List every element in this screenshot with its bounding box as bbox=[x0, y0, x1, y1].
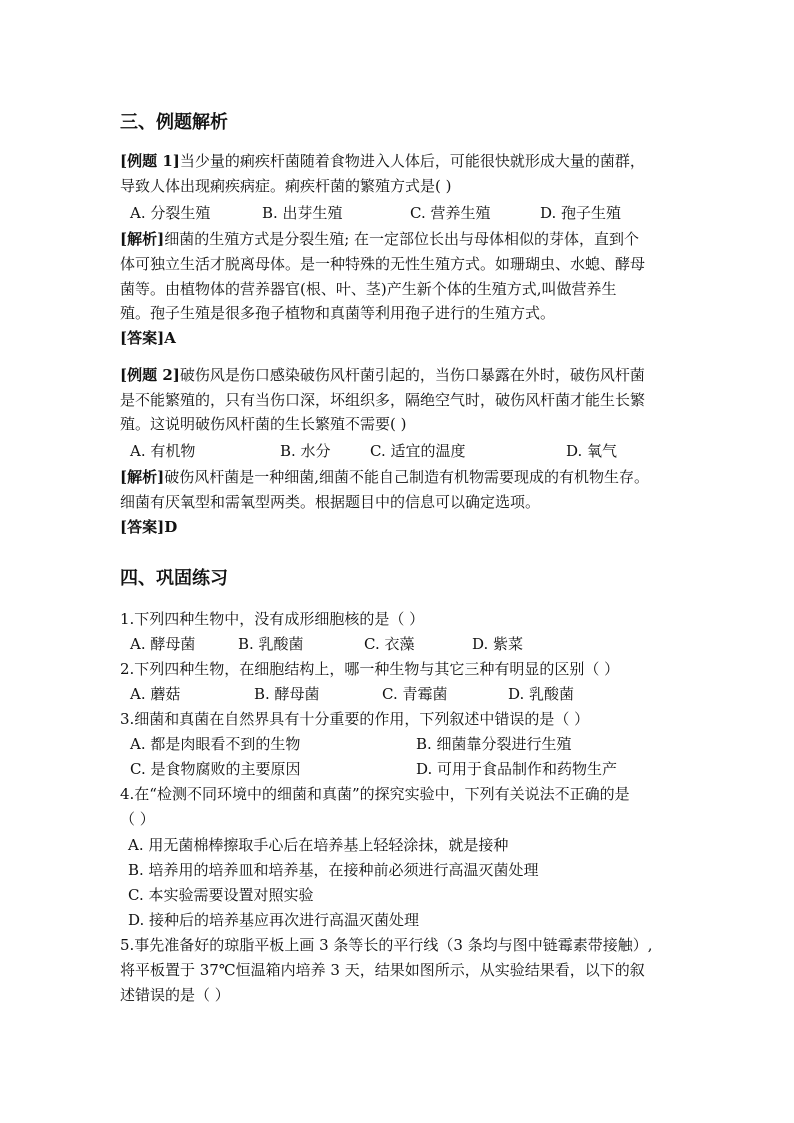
example1-answer: [答案]A bbox=[120, 329, 176, 347]
q5-stem-line3: 述错误的是（ ） bbox=[120, 986, 230, 1004]
q3-option-c: C. 是食物腐败的主要原因 bbox=[130, 760, 301, 778]
example2-answer-tag: [答案] bbox=[120, 518, 165, 536]
example1-stem-line2: 导致人体出现痢疾病症。痢疾杆菌的繁殖方式是( ) bbox=[120, 177, 452, 195]
q5-stem-line2: 将平板置于 37℃恒温箱内培养 3 天，结果如图所示，从实验结果看，以下的叙 bbox=[120, 961, 645, 979]
example1-options bbox=[130, 202, 690, 224]
q4-option-c: C. 本实验需要设置对照实验 bbox=[128, 886, 314, 904]
q3-stem: 3.细菌和真菌在自然界具有十分重要的作用，下列叙述中错误的是（ ） bbox=[120, 710, 590, 728]
q2-option-c: C. 青霉菌 bbox=[382, 685, 448, 703]
q2-option-b: B. 酵母菌 bbox=[254, 685, 320, 703]
example2-stem-line1: [例题 2]破伤风是伤口感染破伤风杆菌引起的，当伤口暴露在外时，破伤风杆菌 bbox=[120, 366, 645, 384]
q4-option-d: D. 接种后的培养基应再次进行高温灭菌处理 bbox=[128, 911, 420, 929]
example2-stem-line2: 是不能繁殖的，只有当伤口深，坏组织多，隔绝空气时，破伤风杆菌才能生长繁 bbox=[120, 391, 646, 409]
example1-option-b: B. 出芽生殖 bbox=[262, 204, 343, 222]
example2-analysis-line1: [解析]破伤风杆菌是一种细菌,细菌不能自己制造有机物需要现成的有机物生存。 bbox=[120, 468, 649, 486]
q3-options-row1 bbox=[130, 733, 690, 755]
q1-option-b: B. 乳酸菌 bbox=[238, 635, 304, 653]
q3-option-b: B. 细菌靠分裂进行生殖 bbox=[416, 735, 572, 753]
q4-stem-line2: （ ） bbox=[120, 810, 155, 828]
example2-analysis-tag: [解析] bbox=[120, 468, 165, 486]
example2-option-a: A. 有机物 bbox=[130, 442, 196, 460]
q3-option-a: A. 都是肉眼看不到的生物 bbox=[130, 735, 301, 753]
q2-option-d: D. 乳酸菌 bbox=[508, 685, 575, 703]
example2-answer: [答案]D bbox=[120, 518, 178, 536]
example1-tag: [例题 1] bbox=[120, 152, 180, 170]
q3-options-row2 bbox=[130, 758, 690, 780]
example1-analysis-line1: [解析]细菌的生殖方式是分裂生殖; 在一定部位长出与母体相似的芽体，直到个 bbox=[120, 230, 640, 248]
q4-stem-line1: 4.在“检测不同环境中的细菌和真菌”的探究实验中，下列有关说法不正确的是 bbox=[120, 785, 630, 803]
example2-option-b: B. 水分 bbox=[280, 442, 331, 460]
q5-stem-line1: 5.事先准备好的琼脂平板上画 3 条等长的平行线（3 条均与图中链霉素带接触）, bbox=[120, 936, 653, 954]
q1-option-c: C. 衣藻 bbox=[364, 635, 415, 653]
example1-analysis-tag: [解析] bbox=[120, 230, 165, 248]
section-title-examples: 三、例题解析 bbox=[120, 112, 228, 133]
q4-option-a: A. 用无菌棉棒擦取手心后在培养基上轻轻涂抹，就是接种 bbox=[128, 836, 509, 854]
example2-option-d: D. 氧气 bbox=[566, 442, 618, 460]
example1-stem-line1: [例题 1]当少量的痢疾杆菌随着食物进入人体后，可能很快就形成大量的菌群， bbox=[120, 152, 645, 170]
q2-options bbox=[130, 683, 690, 705]
example2-options bbox=[130, 440, 690, 462]
example1-answer-tag: [答案] bbox=[120, 329, 165, 347]
q1-options bbox=[130, 633, 690, 655]
example1-option-c: C. 营养生殖 bbox=[410, 204, 491, 222]
example2-stem-line3: 殖。这说明破伤风杆菌的生长繁殖不需要( ) bbox=[120, 415, 407, 433]
q4-option-b: B. 培养用的培养皿和培养基，在接种前必须进行高温灭菌处理 bbox=[128, 861, 539, 879]
example2-option-c: C. 适宜的温度 bbox=[370, 442, 466, 460]
q2-option-a: A. 蘑菇 bbox=[130, 685, 181, 703]
example1-analysis-line2: 体可独立生活才脱离母体。是一种特殊的无性生殖方式。如珊瑚虫、水螅、酵母 bbox=[120, 255, 646, 273]
section-title-practice: 四、巩固练习 bbox=[120, 568, 228, 589]
q1-option-d: D. 紫菜 bbox=[472, 635, 524, 653]
example2-analysis-line2: 细菌有厌氧型和需氧型两类。根据题目中的信息可以确定选项。 bbox=[120, 493, 541, 511]
example1-option-d: D. 孢子生殖 bbox=[540, 204, 622, 222]
example2-tag: [例题 2] bbox=[120, 366, 180, 384]
example1-analysis-line4: 殖。孢子生殖是很多孢子植物和真菌等利用孢子进行的生殖方式。 bbox=[120, 304, 556, 322]
q1-stem: 1.下列四种生物中，没有成形细胞核的是（ ） bbox=[120, 610, 425, 628]
q2-stem: 2.下列四种生物，在细胞结构上，哪一种生物与其它三种有明显的区别（ ） bbox=[120, 660, 620, 678]
example1-analysis-line3: 菌等。由植物体的营养器官(根、叶、茎)产生新个体的生殖方式,叫做营养生 bbox=[120, 280, 617, 298]
q3-option-d: D. 可用于食品制作和药物生产 bbox=[416, 760, 618, 778]
example1-option-a: A. 分裂生殖 bbox=[130, 204, 211, 222]
q1-option-a: A. 酵母菌 bbox=[130, 635, 196, 653]
